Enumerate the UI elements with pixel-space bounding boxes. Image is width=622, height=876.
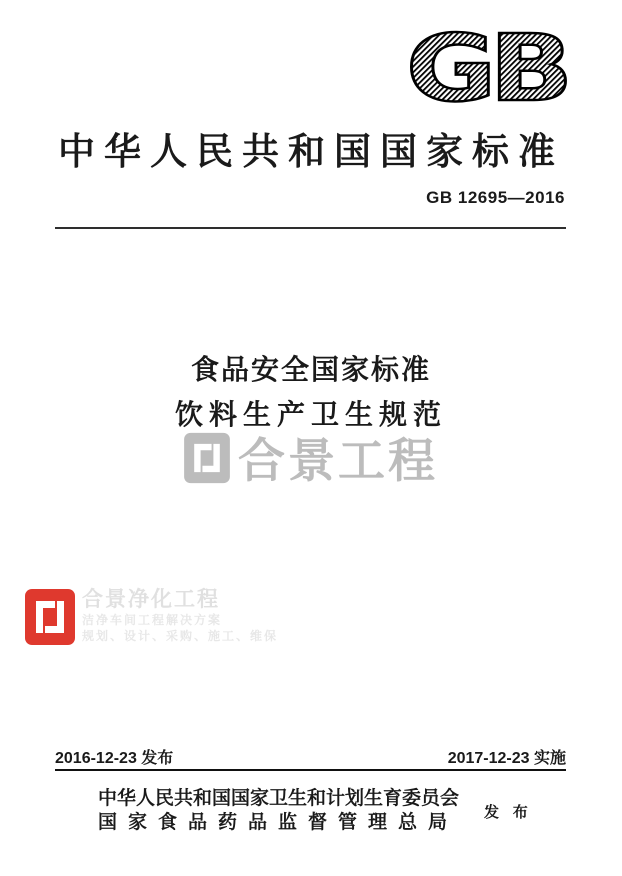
implement-date: 2017-12-23 实施 [447,750,566,767]
left-watermark-text [82,586,278,644]
issuer-line-1: 中华人民共和国国家卫生和计划生育委员会 [98,788,460,809]
issue-date: 2016-12-23 发布 [55,750,174,767]
dates-row [55,745,566,768]
standard-code: GB 12695—2016 [426,188,565,207]
document-title-line1: 食品安全国家标准 [190,354,431,385]
footer-divider [55,769,566,771]
left-watermark [25,586,278,648]
left-watermark-subtitle: 洁净车间工程解决方案 [82,613,223,627]
header-divider [55,227,566,229]
center-watermark-text: 合景工程 [238,434,438,487]
issuing-bodies [98,787,538,835]
issuer-lines [98,787,470,835]
publish-label: 发 布 [484,804,533,821]
left-watermark-title: 合景净化工程 [82,588,220,611]
hejing-logo-red-icon [25,586,75,648]
document-title-line2: 饮料生产卫生规范 [174,399,447,430]
national-standard-heading: 中华人民共和国国家标准 [58,132,564,173]
issuer-line-2: 国家食品药品监督管理总局 [98,812,459,833]
gb-emblem-text: GB [406,22,566,114]
hejing-logo-gray-icon [184,431,230,485]
left-watermark-services: 规划、设计、采购、施工、维保 [82,629,279,643]
gb-emblem-icon [400,22,572,114]
center-watermark [0,424,622,491]
